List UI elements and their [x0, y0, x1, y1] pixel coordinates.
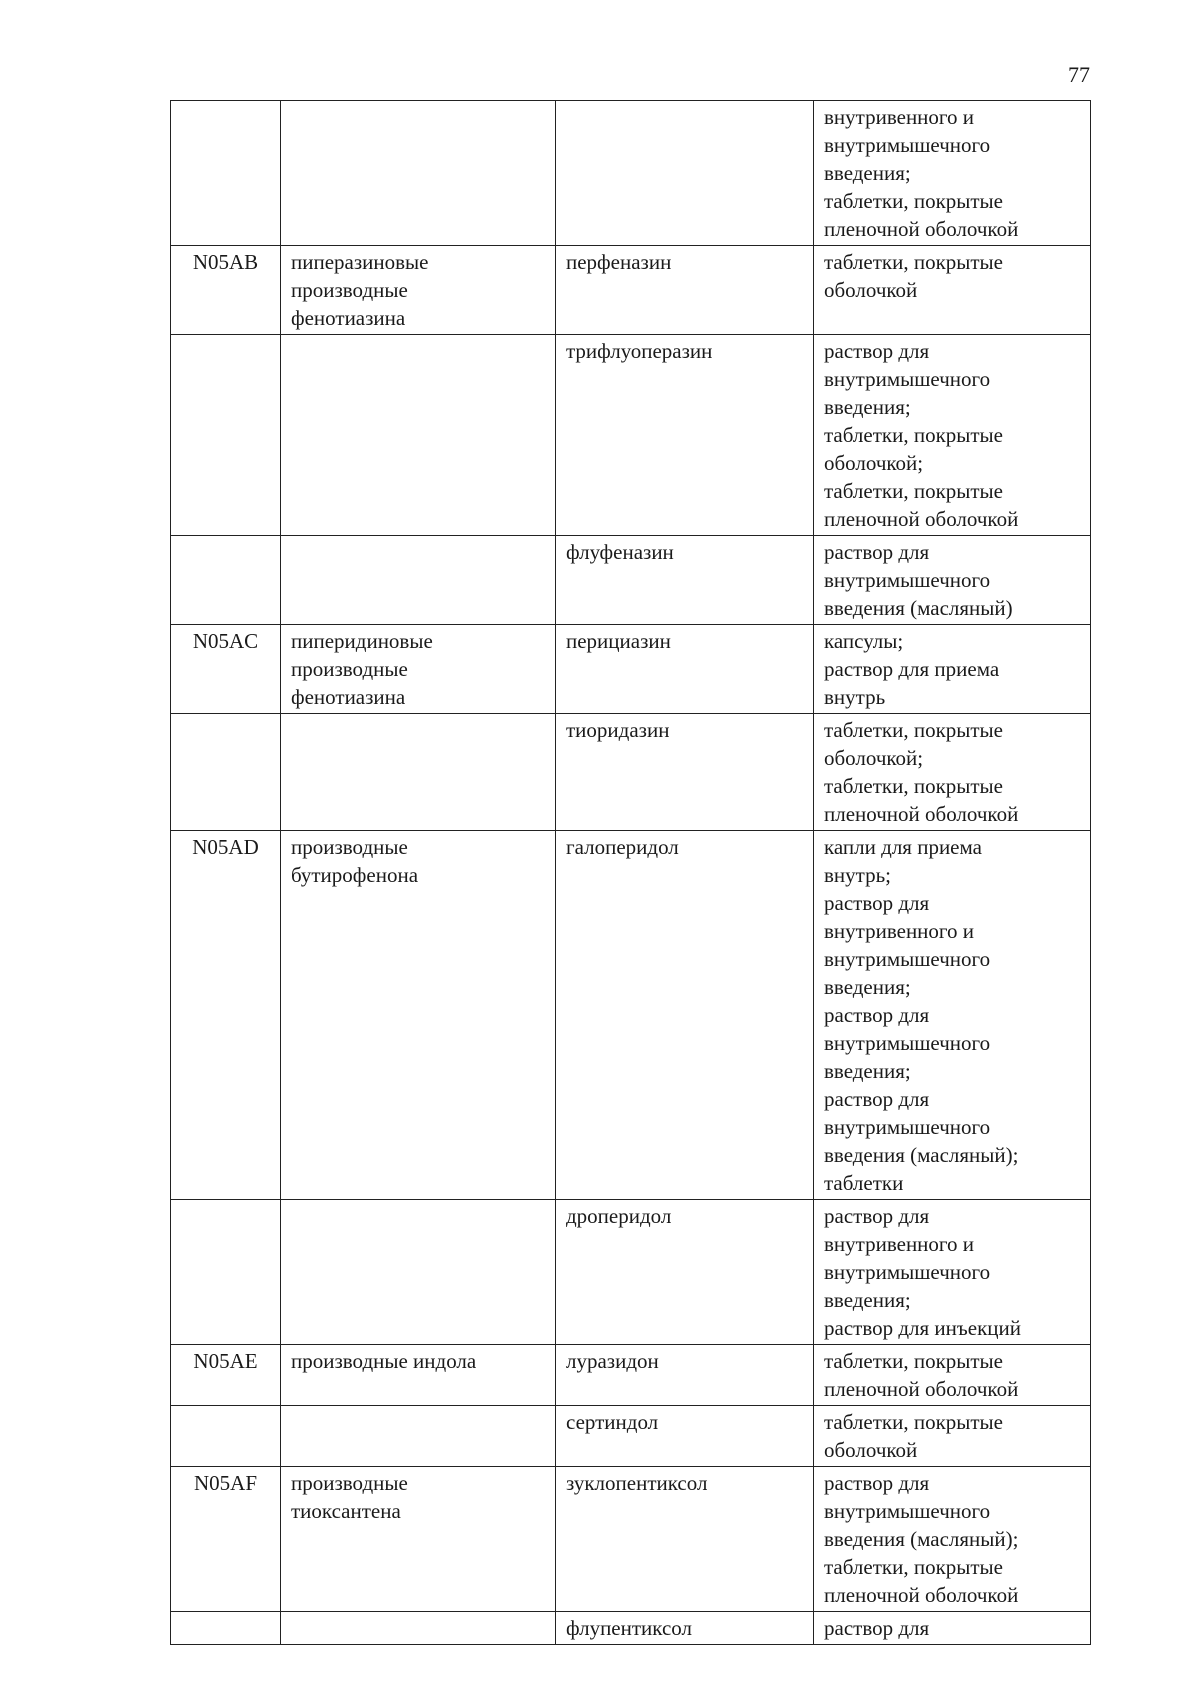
dosage-form-cell: капли для приема внутрь; раствор для внутривенного и внутримышечного введения; раствор для внутримышечного введения; раствор для внутримышечного введения (масляный); таблетки [814, 831, 1091, 1200]
group-name-cell [281, 1612, 556, 1645]
drug-name-cell: дроперидол [556, 1200, 814, 1345]
atc-code-cell [171, 1406, 281, 1467]
atc-code-cell [171, 1612, 281, 1645]
drug-name-cell: перфеназин [556, 246, 814, 335]
group-name-cell: производные бутирофенона [281, 831, 556, 1200]
drug-name-cell: трифлуоперазин [556, 335, 814, 536]
table-row [171, 625, 1091, 714]
dosage-form-cell: капсулы; раствор для приема внутрь [814, 625, 1091, 714]
table-row [171, 246, 1091, 335]
drug-name-cell [556, 101, 814, 246]
group-name-cell: пиперазиновые производные фенотиазина [281, 246, 556, 335]
dosage-form-cell: таблетки, покрытые пленочной оболочкой [814, 1345, 1091, 1406]
dosage-form-cell: таблетки, покрытые оболочкой; таблетки, покрытые пленочной оболочкой [814, 714, 1091, 831]
group-name-cell: производные тиоксантена [281, 1467, 556, 1612]
drug-name-cell: перициазин [556, 625, 814, 714]
atc-code-cell [171, 335, 281, 536]
atc-code-cell: N05AB [171, 246, 281, 335]
table-row [171, 1345, 1091, 1406]
group-name-cell: пиперидиновые производные фенотиазина [281, 625, 556, 714]
table-row [171, 536, 1091, 625]
dosage-form-cell: таблетки, покрытые оболочкой [814, 246, 1091, 335]
atc-code-cell: N05AC [171, 625, 281, 714]
table-row [171, 101, 1091, 246]
table-row [171, 1467, 1091, 1612]
group-name-cell [281, 1406, 556, 1467]
atc-code-cell [171, 536, 281, 625]
dosage-form-cell: таблетки, покрытые оболочкой [814, 1406, 1091, 1467]
drug-table [170, 100, 1091, 1645]
atc-code-cell: N05AD [171, 831, 281, 1200]
dosage-form-cell: раствор для внутримышечного введения (масляный); таблетки, покрытые пленочной оболочкой [814, 1467, 1091, 1612]
atc-code-cell: N05AF [171, 1467, 281, 1612]
drug-name-cell: зуклопентиксол [556, 1467, 814, 1612]
table-row [171, 831, 1091, 1200]
table-row [171, 1200, 1091, 1345]
dosage-form-cell: раствор для внутримышечного введения (масляный) [814, 536, 1091, 625]
atc-code-cell [171, 1200, 281, 1345]
table-row [171, 714, 1091, 831]
table-row [171, 1612, 1091, 1645]
dosage-form-cell: внутривенного и внутримышечного введения; таблетки, покрытые пленочной оболочкой [814, 101, 1091, 246]
table-row [171, 1406, 1091, 1467]
dosage-form-cell: раствор для [814, 1612, 1091, 1645]
table-row [171, 335, 1091, 536]
dosage-form-cell: раствор для внутривенного и внутримышечного введения; раствор для инъекций [814, 1200, 1091, 1345]
group-name-cell [281, 101, 556, 246]
atc-code-cell [171, 101, 281, 246]
drug-name-cell: луразидон [556, 1345, 814, 1406]
drug-name-cell: флуфеназин [556, 536, 814, 625]
dosage-form-cell: раствор для внутримышечного введения; таблетки, покрытые оболочкой; таблетки, покрытые пленочной оболочкой [814, 335, 1091, 536]
atc-code-cell [171, 714, 281, 831]
atc-code-cell: N05AE [171, 1345, 281, 1406]
group-name-cell [281, 335, 556, 536]
drug-name-cell: галоперидол [556, 831, 814, 1200]
drug-name-cell: тиоридазин [556, 714, 814, 831]
group-name-cell: производные индола [281, 1345, 556, 1406]
drug-name-cell: флупентиксол [556, 1612, 814, 1645]
page-number: 77 [1068, 62, 1090, 87]
group-name-cell [281, 714, 556, 831]
group-name-cell [281, 1200, 556, 1345]
group-name-cell [281, 536, 556, 625]
drug-name-cell: сертиндол [556, 1406, 814, 1467]
